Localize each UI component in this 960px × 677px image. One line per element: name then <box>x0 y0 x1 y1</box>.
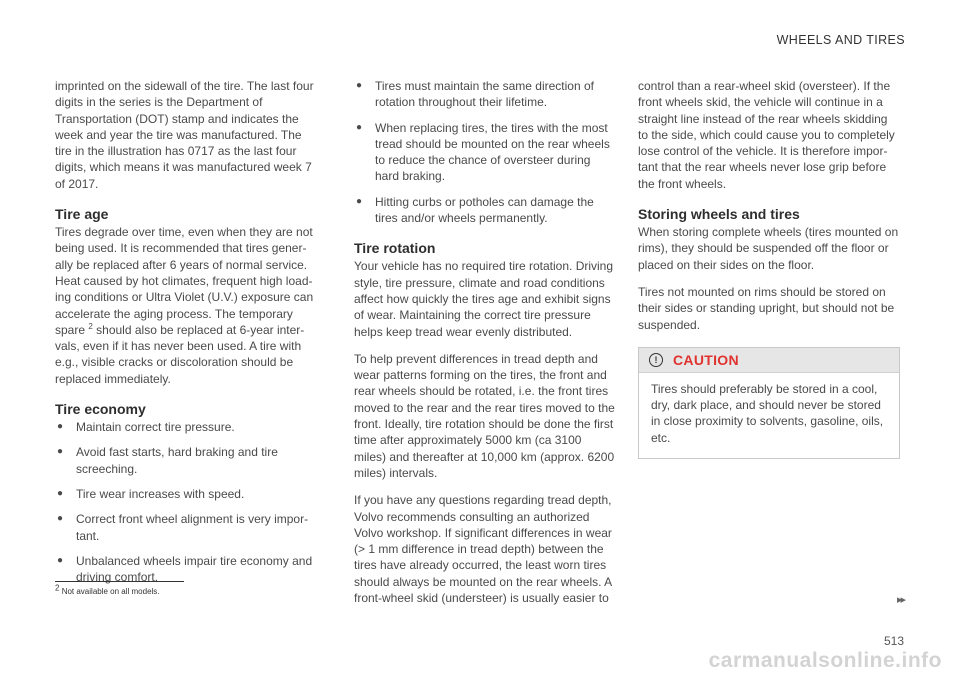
list-item <box>354 120 616 185</box>
bullet-icon: ● <box>57 487 64 499</box>
rotation-paragraph-1: Your vehicle has no required tire rotation. Driving style, tire pressure, climate and road conditions affect how quickly the tires age and exhibit signs of wear. Maintaining the correct tire pressure helps keep tread wear evenly distributed. <box>354 259 614 339</box>
page-header: WHEELS AND TIRES <box>776 33 905 47</box>
list-item <box>55 511 317 544</box>
column-2 <box>354 78 616 617</box>
column-1 <box>55 78 317 594</box>
bullet-icon: ● <box>57 554 64 566</box>
list-item <box>55 486 317 502</box>
bullet-icon: ● <box>356 121 363 133</box>
footnote <box>55 583 160 596</box>
list-item-text: Unbalanced wheels impair tire economy and driving comfort. <box>76 553 313 585</box>
tire-economy-heading: Tire economy <box>55 401 146 418</box>
rotation-paragraph-2: To help prevent differences in tread depth and wear patterns forming on the tires, the front and rear wheels should be rotated, i.e. the front tires moved to the rear and the rear tires moved to the front. Ideally, tire rotation should be done the first time after approximately 5000 km (ca 3100 miles) and thereafter at 10,000 km (approx. 6200 miles) intervals. <box>354 351 615 480</box>
storing-paragraph-2: Tires not mounted on rims should be stored on their sides or standing upright, but should not be suspended. <box>638 284 895 332</box>
list-item-text: Correct front wheel alignment is very impor-tant. <box>76 512 309 543</box>
caution-box <box>638 347 900 459</box>
continued-paragraph: control than a rear-wheel skid (oversteer). If the front wheels skid, the vehicle will continue in a straight line instead of the rear wheels skidding to the side, which could cause you to completely lose control of the vehicle. It is therefore impor-tant that the rear wheels never lose grip before the front wheels. <box>638 79 895 191</box>
list-item-text: Hitting curbs or potholes can damage the tires and/or wheels permanently. <box>375 194 594 226</box>
tire-age-paragraph <box>55 224 317 387</box>
footnote-text: Not available on all models. <box>61 587 160 596</box>
bullet-icon: ● <box>57 513 64 525</box>
list-item <box>55 419 317 435</box>
storing-paragraph-1: When storing complete wheels (tires mounted on rims), they should be suspended off the floor or placed on their sides on the floor. <box>638 225 899 272</box>
footnote-divider <box>55 581 184 582</box>
tire-age-heading: Tire age <box>55 206 109 223</box>
list-item-text: Maintain correct tire pressure. <box>76 420 235 435</box>
caution-label: CAUTION <box>673 351 739 368</box>
list-item-text: Tires must maintain the same direction of rotation throughout their lifetime. <box>375 79 594 110</box>
tire-rotation-heading: Tire rotation <box>354 240 436 257</box>
list-item-text: When replacing tires, the tires with the most tread should be mounted on the rear wheels to reduce the chance of oversteer during hard braking. <box>375 120 610 184</box>
tire-age-text-before: Tires degrade over time, even when they are not being used. It is recommended that tires gener-ally be replaced after 6 years of normal service. Heat caused by hot climates, frequent high load-ing conditions or Ultra Violet (U.V.) exposure can accelerate the aging process. The temporary spare <box>55 225 314 337</box>
column-3 <box>638 78 900 459</box>
caution-body <box>639 373 899 458</box>
list-item <box>354 78 616 111</box>
bullet-icon: ● <box>57 446 64 458</box>
storing-heading: Storing wheels and tires <box>638 206 800 223</box>
caution-header <box>639 348 899 373</box>
tire-care-list <box>354 78 616 226</box>
bullet-icon: ● <box>57 421 64 433</box>
next-page-arrow-icon[interactable]: ▸▸ <box>896 594 904 606</box>
intro-paragraph: imprinted on the sidewall of the tire. The last four digits in the series is the Department of Transportation (DOT) stamp and indicates the week and year the tire was manufactured. The tire in the illustration has 0717 as the last four digits, which means it was manufactured week 7 of 2017. <box>55 79 314 191</box>
tire-economy-list <box>55 419 317 585</box>
caution-icon: ! <box>649 353 663 367</box>
list-item <box>354 194 616 227</box>
page-number: 513 <box>883 634 904 648</box>
caution-text: Tires should preferably be stored in a cool, dry, dark place, and should never be stored in close proximity to solvents, gasoline, oils, etc. <box>651 381 884 445</box>
rotation-paragraph-3: If you have any questions regarding tread depth, Volvo recommends consulting an authorized Volvo workshop. If significant differences in wear (> 1 mm difference in tread depth) between the tires have already occurred, the least worn tires should always be mounted on the rear wheels. A front-wheel skid (understeer) is usually easier to <box>354 493 612 606</box>
watermark: carmanualsonline.info <box>708 649 942 672</box>
footnote-ref[interactable]: 2 <box>88 321 93 331</box>
tire-age-text-after: should also be replaced at 6-year inter-vals, even if it has never been used. A tire with e.g., visible cracks or discoloration should be replaced immediately. <box>55 322 305 386</box>
footnote-number: 2 <box>55 583 60 593</box>
list-item-text: Tire wear increases with speed. <box>76 486 245 501</box>
list-item <box>55 444 317 477</box>
list-item-text: Avoid fast starts, hard braking and tire screeching. <box>76 445 278 476</box>
bullet-icon: ● <box>356 80 363 91</box>
bullet-icon: ● <box>356 195 363 207</box>
